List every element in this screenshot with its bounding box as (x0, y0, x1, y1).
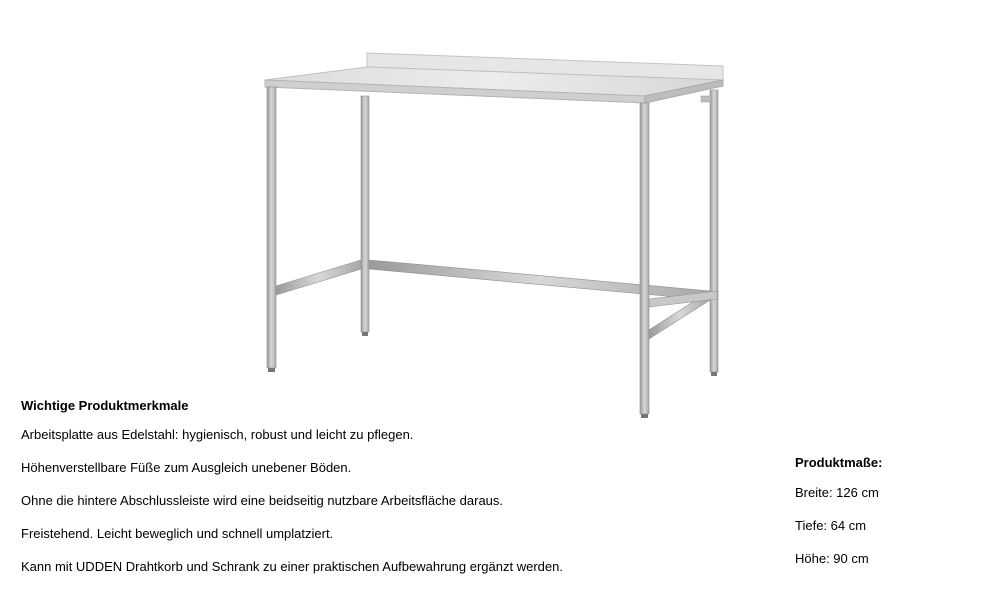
feature-item: Arbeitsplatte aus Edelstahl: hygienisch, robust und leicht zu pflegen. (21, 427, 414, 442)
feature-item: Ohne die hintere Abschlussleiste wird eine beidseitig nutzbare Arbeitsfläche daraus. (21, 493, 504, 508)
feature-item: Freistehend. Leicht beweglich und schnell umplatziert. (21, 526, 334, 541)
feature-item: Kann mit UDDEN Drahtkorb und Schrank zu einer praktischen Aufbewahrung ergänzt werden. (21, 559, 563, 574)
dimensions-list (795, 484, 975, 567)
product-features (21, 397, 681, 591)
dimension-height: Höhe: 90 cm (795, 551, 869, 566)
dimension-depth: Tiefe: 64 cm (795, 518, 867, 533)
feature-item: Höhenverstellbare Füße zum Ausgleich unebener Böden. (21, 460, 352, 475)
features-title: Wichtige Produktmerkmale (21, 398, 189, 413)
stainless-steel-table-illustration (255, 48, 735, 428)
dimension-width: Breite: 126 cm (795, 485, 879, 500)
product-image (255, 48, 735, 428)
product-dimensions (795, 454, 975, 583)
features-list (21, 426, 681, 575)
dimensions-title: Produktmaße: (795, 455, 883, 470)
